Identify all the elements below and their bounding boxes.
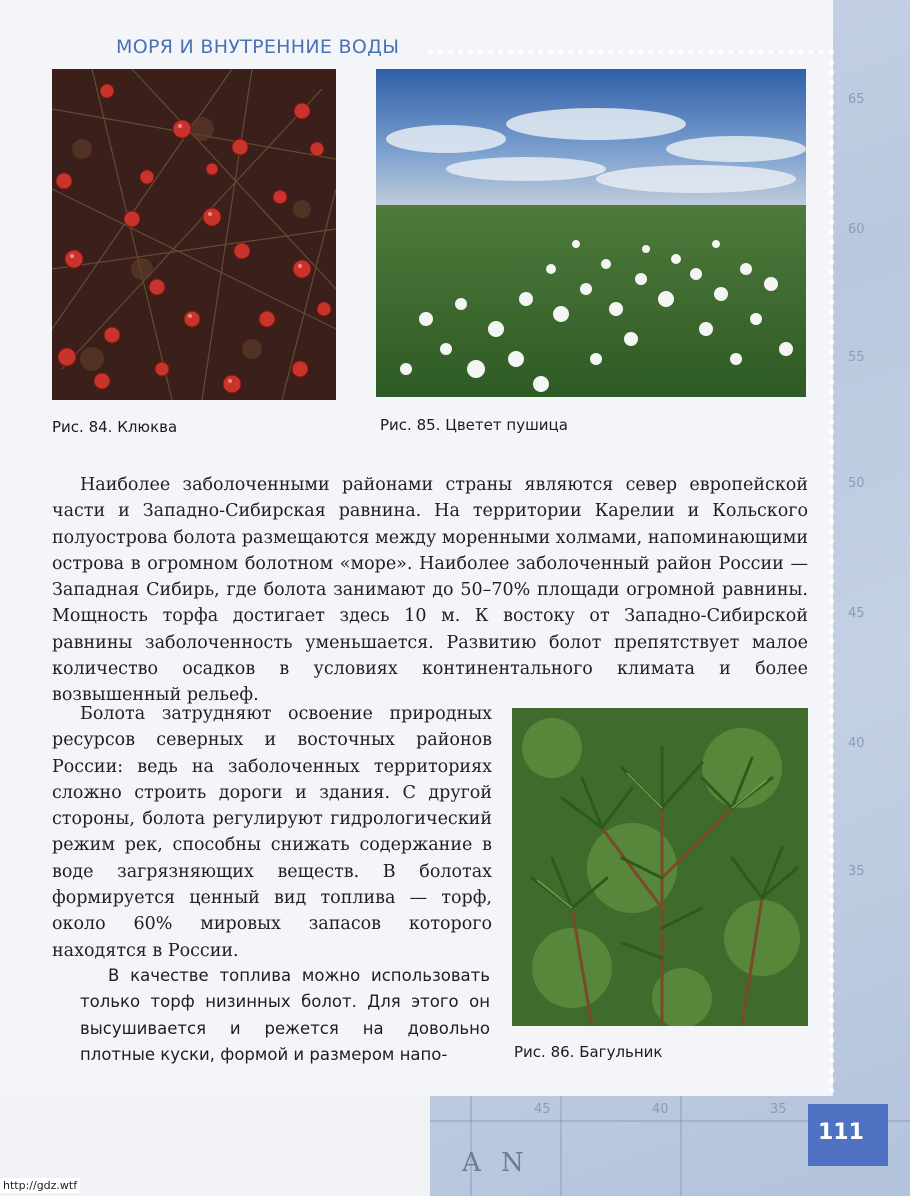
map-bottom-text: A N <box>462 1148 530 1178</box>
photo-cotton-grass <box>376 69 806 397</box>
section-header: МОРЯ И ВНУТРЕННИЕ ВОДЫ <box>116 36 400 58</box>
map-bottom-number: 40 <box>652 1102 669 1117</box>
paragraph-2-text: Болота затрудняют освоение природных ресурсов северных и восточных районов России: ведь на заболоченных территориях сложно строить дороги и здания. С другой стороны, болота регулируют гидрологический режим рек, способны снижать содержание в воде загрязняющих веществ. В болотах формируется ценный вид топлива — торф, около 60% мировых запасов которого находятся в России. <box>52 704 492 961</box>
paragraph-1 <box>52 472 808 709</box>
map-bottom-number: 45 <box>534 1102 551 1117</box>
map-side-number: 60 <box>848 222 865 237</box>
photo-cranberry <box>52 69 336 400</box>
caption-fig85: Рис. 85. Цветет пушица <box>380 416 568 434</box>
paragraph-3-text: В качестве топлива можно использовать только торф низинных болот. Для этого он высушивается и режется на довольно плотные куски, формой и размером напо- <box>80 966 490 1064</box>
map-side-number: 45 <box>848 606 865 621</box>
paragraph-2 <box>52 701 492 964</box>
map-side-number: 65 <box>848 92 865 107</box>
map-side-number: 35 <box>848 864 865 879</box>
caption-fig86: Рис. 86. Багульник <box>514 1043 663 1061</box>
map-side-number: 55 <box>848 350 865 365</box>
paragraph-3 <box>80 963 490 1068</box>
map-bottom-number: 35 <box>770 1102 787 1117</box>
page-number: 111 <box>818 1120 864 1145</box>
paragraph-1-text: Наиболее заболоченными районами страны являются север европейской части и Западно-Сибирская равнина. На территории Карелии и Кольского полуострова болота размещаются между моренными холмами, напоминающими острова в огромном болотном «море». Наиболее заболоченный район России — Западная Сибирь, где болота занимают до 50–70% площади огромной равнины. Мощность торфа достигает здесь 10 м. К востоку от Западно-Сибирской равнины заболоченность уменьшается. Развитию болот препятствует малое количество осадков в условиях континентального климата и более возвышенный рельеф. <box>52 475 808 706</box>
map-side-number: 40 <box>848 736 865 751</box>
watermark-url[interactable]: http://gdz.wtf <box>0 1178 80 1193</box>
map-side-number: 50 <box>848 476 865 491</box>
caption-fig84: Рис. 84. Клюква <box>52 418 178 436</box>
photo-wild-rosemary <box>512 708 808 1026</box>
